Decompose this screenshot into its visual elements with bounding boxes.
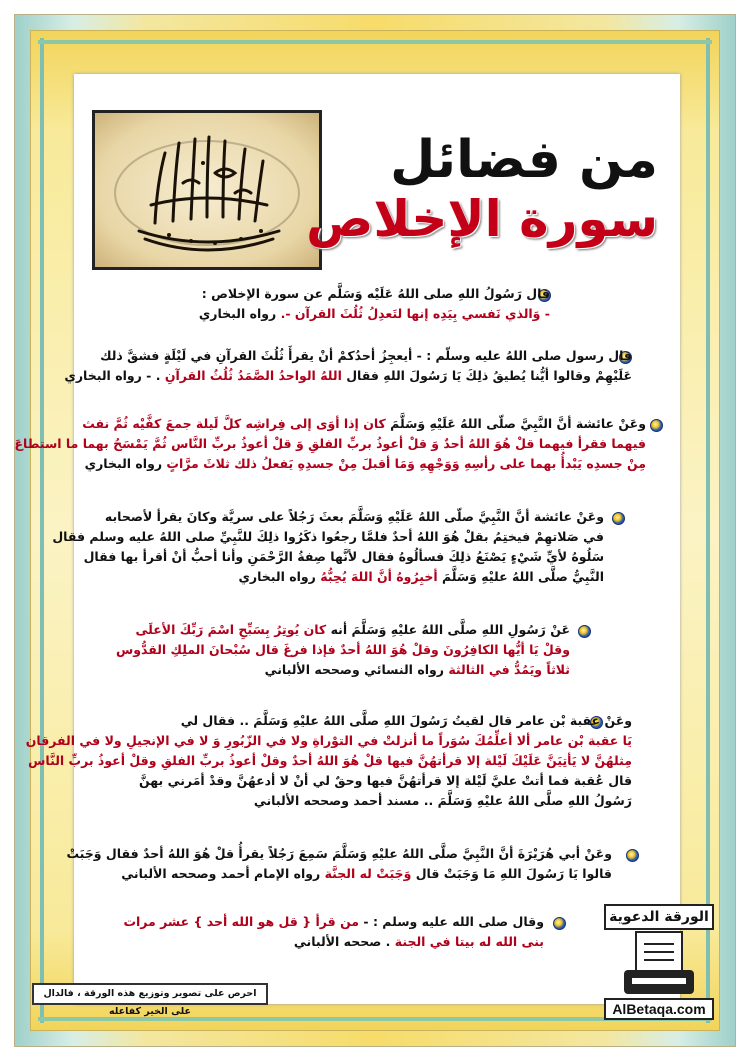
- hadith-text-red: ثلاثاً ويَمُدُّ في الثالثة: [448, 662, 570, 677]
- hadith-line: [66, 864, 612, 884]
- hadith-text-red: - وَالذي نَفسي بِيَدِه إنها لتَعدِلُ ثُلُثَ القرآن -.: [280, 306, 550, 321]
- hadith-text: رواه النسائي وصححه الألباني: [264, 662, 449, 677]
- hadith-text-red: كان إذا أوَى إلى فِراشِه كلَّ لَيلة جمعَ كفَّيْه ثُمَّ نفث: [82, 416, 386, 431]
- hadith-text: قال رسول صلى اللهُ عليه وسلّم : - أيعجِزُ أحدُكمْ أنْ يقرأَ ثُلُثَ القرآنِ في لَيْلَةٍ فشقَّ ذلك: [100, 348, 632, 363]
- hadith-block: [52, 507, 604, 587]
- footer-note: احرص على تصوير وتوزيع هذه الورقة ، فالدال على الخير كفاعله: [32, 983, 268, 1005]
- frame-line-left: [40, 38, 44, 1023]
- bullet-icon: [578, 625, 591, 638]
- hadith-text-red: بنى الله له بيتا في الجنة: [394, 934, 544, 949]
- hadith-text-red: كان يُوتِرُ بِسَبِّحِ اسْمَ رَبِّكَ الأعلَى: [135, 622, 327, 637]
- hadith-line: [14, 414, 646, 434]
- hadith-block: [64, 346, 632, 386]
- hadith-line: [64, 366, 632, 386]
- hadith-text-red: اللهُ الواحدُ الصَّمَدُ ثُلُثُ القرآنِ: [164, 368, 342, 383]
- hadith-block: [26, 711, 632, 811]
- hadith-block: [116, 620, 570, 680]
- hadith-line: [123, 912, 544, 932]
- bullet-icon: [553, 917, 566, 930]
- hadith-line: [66, 844, 612, 864]
- brand-url[interactable]: AlBetaqa.com: [604, 998, 714, 1020]
- hadith-text: رواه البخاري: [238, 569, 321, 584]
- calligraphy-emblem: [92, 110, 322, 270]
- hadith-line: [26, 791, 632, 811]
- hadith-text-red: مِثلهُنَّ لا يَأتِيَنَّ عَلَيْكَ لَيْلة إلا قرأتهُنَّ فيها قلْ هُوَ اللهُ أحدٌ وقلْ أعوذُ بربِّ الفلقِ وقلْ أعوذُ بربِّ النَّاس: [28, 753, 632, 768]
- hadith-text: سَلُوهُ لأيِّ شَيْءٍ يَصْنَعُ ذلِكَ فسألُوهُ فقال لأنَّها صِفةُ الرَّحْمَنِ وأنا أحبُّ أنْ أقرأ بها فقال: [83, 549, 604, 564]
- hadith-text: عَلَيْهِمْ وقالوا أيُّنا يُطيقُ ذلِكَ يَا رَسُولَ اللهِ فقال: [341, 368, 632, 383]
- hadith-line: [26, 711, 632, 731]
- bullet-icon: [650, 419, 663, 432]
- brand-title: الورقة الدعوية: [604, 904, 714, 930]
- printer-icon: [622, 930, 696, 998]
- hadith-text: قال عُقبة فما أتتْ عليَّ لَيْلة إلا قرأتهُنَّ فيها وحقٌ لي أنْ لا أدعهُنَّ وقدْ أمَرني بهنَّ: [139, 773, 632, 788]
- hadith-text: رواه البخاري: [84, 456, 167, 471]
- hadith-text: وعَنْ عائشة أنَّ النَّبِيَّ صلّى اللهُ عَلَيْهِ وَسَلَّمَ: [385, 416, 646, 431]
- hadith-line: [14, 454, 646, 474]
- hadith-text: قال رَسُولُ اللهِ صلى اللهُ عَلَيْه وَسَلَّم عن سورة الإخلاص :: [201, 286, 550, 301]
- hadith-text: النَّبِيُّ صلَّى اللهُ عليْهِ وَسَلَّمَ: [437, 569, 604, 584]
- hadith-line: [26, 771, 632, 791]
- title-line-1: من فضائل: [390, 130, 658, 190]
- hadith-text-red: وقلْ يَا أيُّها الكافِرُونَ وقلْ هُوَ اللهُ أحدٌ فإذا فرغَ قال سُبْحانَ الملِكِ القدُّوس: [115, 642, 570, 657]
- hadith-text: في صَلاتهِمْ فيختِمُ بقلْ هُوَ اللهُ أحدٌ فلمَّا رجعُوا ذكَرُوا ذلِكَ للنَّبِيِّ صلى اللهُ عليه وسلم فقال: [52, 529, 604, 544]
- hadith-text: عَنْ رَسُولِ اللهِ صلَّى اللهُ عليْهِ وَسَلَّمَ أنه: [326, 622, 570, 637]
- hadith-line: [116, 620, 570, 640]
- hadith-text: وعَنْ عقبة بْن عامر قال لقيتُ رَسُولَ اللهِ صلَّى اللهُ عليْهِ وَسَلَّمَ .. فقال لي: [180, 713, 632, 728]
- hadith-line: [64, 346, 632, 366]
- hadith-block: [123, 912, 544, 952]
- hadith-text-red: فيهما فقرأ فيهما قلْ هُوَ اللهُ أحدٌ وَ قلْ أعوذُ بربِّ الفلقِ وَ قلْ أعوذُ بربِّ النَّاس ثُمَّ يَمْسَحُ بهما ما استطاعَ: [14, 436, 646, 451]
- hadith-text: وقال صلى الله عليه وسلم : -: [359, 914, 544, 929]
- bullet-icon: [626, 849, 639, 862]
- hadith-text: وعَنْ عائشة أنَّ النَّبِيَّ صلّى اللهُ عَلَيْهِ وَسَلَّمَ بعثَ رَجُلاً على سريَّة وكانَ يقرأ لأصحابه: [104, 509, 604, 524]
- hadith-line: [26, 731, 632, 751]
- hadith-text-red: أخبِرُوهُ أنَّ اللهَ يُحِبُّهُ: [320, 569, 438, 584]
- hadith-line: [52, 507, 604, 527]
- frame-line-top: [38, 40, 712, 44]
- hadith-text: رَسُولُ اللهِ صلَّى اللهُ عليْهِ وَسَلَّمَ .. مسند أحمد وصححه الألباني: [253, 793, 632, 808]
- frame-line-right: [706, 38, 710, 1023]
- calligraphy-icon: [95, 113, 319, 267]
- hadith-line: [116, 640, 570, 660]
- hadith-text-red: من قرأ { قل هو الله أحد } عشر مرات: [123, 914, 360, 929]
- hadith-block: [14, 414, 646, 474]
- hadith-block: [199, 284, 550, 324]
- brand-badge[interactable]: [604, 904, 714, 1020]
- hadith-text-red: مِنْ جسدِه يَبْدأُ بهما على رأسِهِ وَوَجْهِهِ وَمَا أقبلَ مِنْ جسدِهِ يَفعلُ ذلك ثلاثَ مرَّاتٍ: [166, 456, 646, 471]
- hadith-block: [66, 844, 612, 884]
- hadith-text: وعَنْ أبي هُرَيْرَةَ أنَّ النَّبِيَّ صلَّى اللهُ عليْهِ وَسَلَّمَ سَمِعَ رَجُلاً يقرأُ قلْ هُوَ اللهُ أحدٌ فقال وَجَبَتْ: [66, 846, 612, 861]
- bullet-icon: [612, 512, 625, 525]
- hadith-text-red: يَا عقبة بْن عامر ألا أعلِّمُكَ سُوَراً ما أنزلتْ في التوْراةِ ولا في الزّبُورِ وَ لا في الإنجيلِ ولا في الفرقان: [25, 733, 632, 748]
- hadith-line: [52, 567, 604, 587]
- hadith-text: . - رواه البخاري: [64, 368, 165, 383]
- hadith-line: [116, 660, 570, 680]
- hadith-line: [14, 434, 646, 454]
- hadith-line: [26, 751, 632, 771]
- hadith-text: رواه الإمام أحمد وصححه الألباني: [121, 866, 325, 881]
- hadith-line: [199, 304, 550, 324]
- hadith-text: . صححه الألباني: [293, 934, 395, 949]
- hadith-line: [199, 284, 550, 304]
- hadith-line: [52, 527, 604, 547]
- title-line-2: سورة الإخلاص: [306, 190, 658, 248]
- hadith-text: رواه البخاري: [198, 306, 281, 321]
- hadith-text: قالوا يَا رَسُولَ اللهِ مَا وَجَبَتْ قال: [411, 866, 612, 881]
- hadith-text-red: وَجَبَتْ له الجنَّة: [324, 866, 412, 881]
- hadith-line: [123, 932, 544, 952]
- hadith-line: [52, 547, 604, 567]
